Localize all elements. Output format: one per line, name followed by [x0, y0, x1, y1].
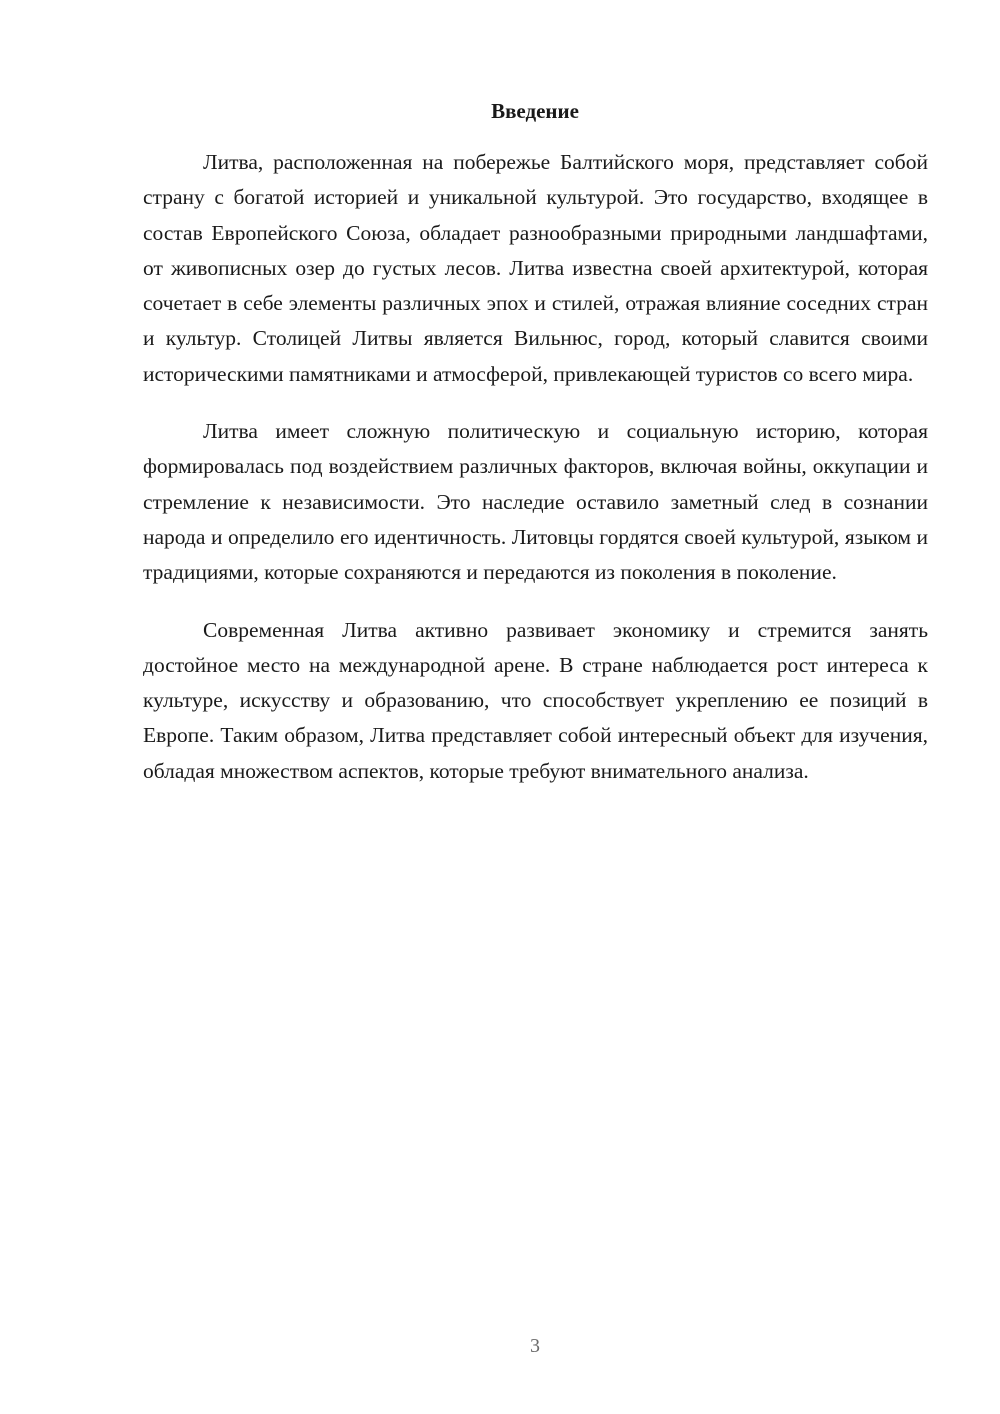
paragraph-3: Современная Литва активно развивает экономику и стремится занять достойное место на международной арене. В стране наблюдается рост интереса к культуре, искусству и образованию, что способствует укреплению ее позиций в Европе. Таким образом, Литва представляет собой интересный объект для изучения, обладая множеством аспектов, которые требуют внимательного анализа. — [143, 617, 928, 783]
section-title: Введение — [491, 99, 579, 123]
paragraph-2: Литва имеет сложную политическую и социальную историю, которая формировалась под воздействием различных факторов, включая войны, оккупации и стремление к независимости. Это наследие оставило заметный след в сознании народа и определило его идентичность. Литовцы гордятся своей культурой, языком и традициями, которые сохраняются и передаются из поколения в поколение. — [143, 419, 928, 585]
page-number: 3 — [530, 1335, 540, 1357]
paragraph-1: Литва, расположенная на побережье Балтийского моря, представляет собой страну с богатой историей и уникальной культурой. Это государство, входящее в состав Европейского Союза, обладает разнообразными природными ландшафтами, от живописных озер до густых лесов. Литва известна своей архитектурой, которая сочетает в себе элементы различных эпох и стилей, отражая влияние соседних стран и культур. Столицей Литвы является Вильнюс, город, который славится своими историческими памятниками и атмосферой, привлекающей туристов со всего мира. — [143, 150, 928, 386]
body-text — [143, 145, 928, 811]
